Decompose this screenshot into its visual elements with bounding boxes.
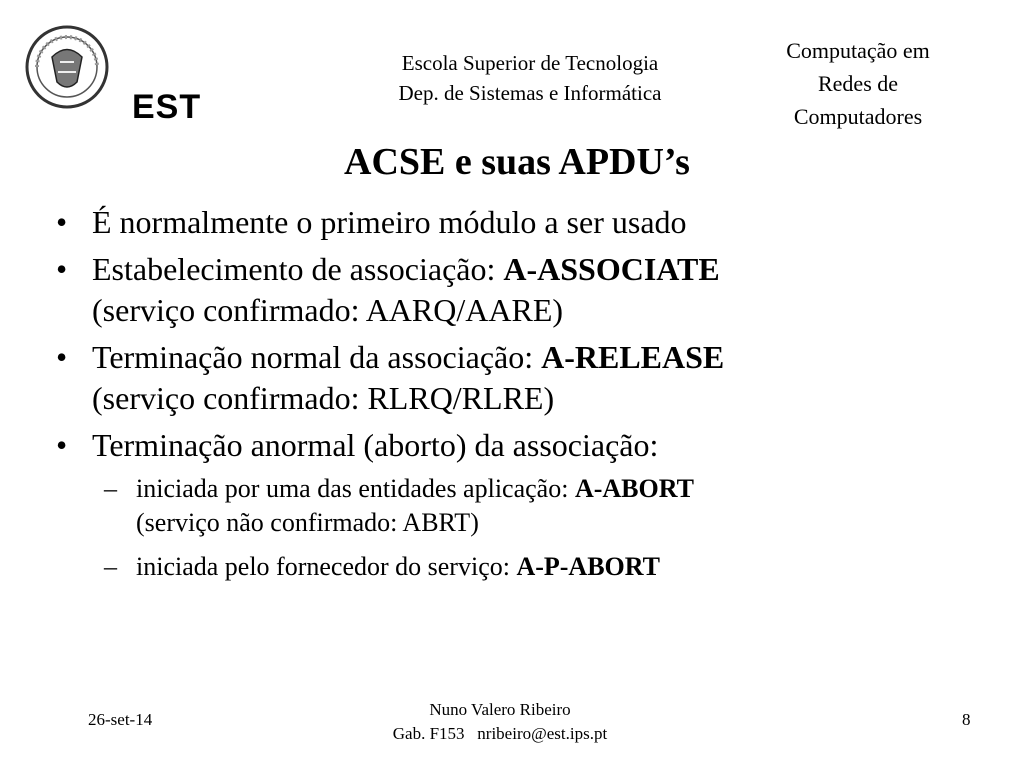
page-number: 8: [962, 710, 971, 729]
bullet-item: [50, 425, 950, 466]
bullet-bold-term: A-RELEASE: [541, 339, 725, 375]
sub-bullet-text-line2: (serviço não confirmado: ABRT): [136, 508, 479, 537]
bullet-icon: •: [56, 339, 68, 375]
sub-bullet-text: iniciada pelo fornecedor do serviço:: [136, 552, 517, 581]
sub-bullet-item: [50, 550, 950, 584]
bullet-text: É normalmente o primeiro módulo a ser usado: [92, 204, 687, 240]
bullet-icon: •: [56, 427, 68, 463]
slide-content: [50, 202, 950, 594]
course-line-2: Redes de: [817, 71, 899, 96]
school-seal-icon: [22, 22, 112, 122]
bullet-icon: •: [56, 204, 68, 240]
sub-bullet-bold-term: A-ABORT: [574, 474, 694, 503]
sub-bullet-bold-term: A-P-ABORT: [516, 552, 660, 581]
bullet-bold-term: A-ASSOCIATE: [503, 251, 720, 287]
bullet-text: Terminação anormal (aborto) da associação:: [92, 427, 659, 463]
sub-bullet-text: iniciada por uma das entidades aplicação:: [136, 474, 575, 503]
bullet-text: Terminação normal da associação:: [92, 339, 542, 375]
bullet-icon: •: [56, 251, 68, 287]
school-header: [330, 48, 730, 108]
school-logo: [22, 22, 212, 126]
course-line-3: Computadores: [793, 104, 923, 129]
bullet-item: [50, 249, 950, 331]
sub-bullet-item: [50, 472, 950, 540]
school-name: Escola Superior de Tecnologia: [401, 51, 659, 75]
footer-date: 26-set-14: [88, 710, 153, 729]
logo-text: EST: [132, 88, 202, 126]
course-line-1: Computação em: [786, 38, 930, 63]
slide-title: ACSE e suas APDU’s: [344, 141, 690, 183]
bullet-item: [50, 337, 950, 419]
bullet-text-line2: (serviço confirmado: AARQ/AARE): [92, 292, 564, 328]
department-name: Dep. de Sistemas e Informática: [398, 81, 662, 105]
bullet-text: Estabelecimento de associação:: [92, 251, 504, 287]
footer-author-block: [370, 698, 630, 746]
bullet-item: [50, 202, 950, 243]
course-header: [758, 34, 958, 133]
dash-icon: –: [104, 474, 117, 503]
footer-author: Nuno Valero Ribeiro: [429, 700, 571, 719]
footer-contact: Gab. F153 nribeiro@est.ips.pt: [392, 724, 608, 743]
dash-icon: –: [104, 552, 117, 581]
bullet-text-line2: (serviço confirmado: RLRQ/RLRE): [92, 380, 555, 416]
